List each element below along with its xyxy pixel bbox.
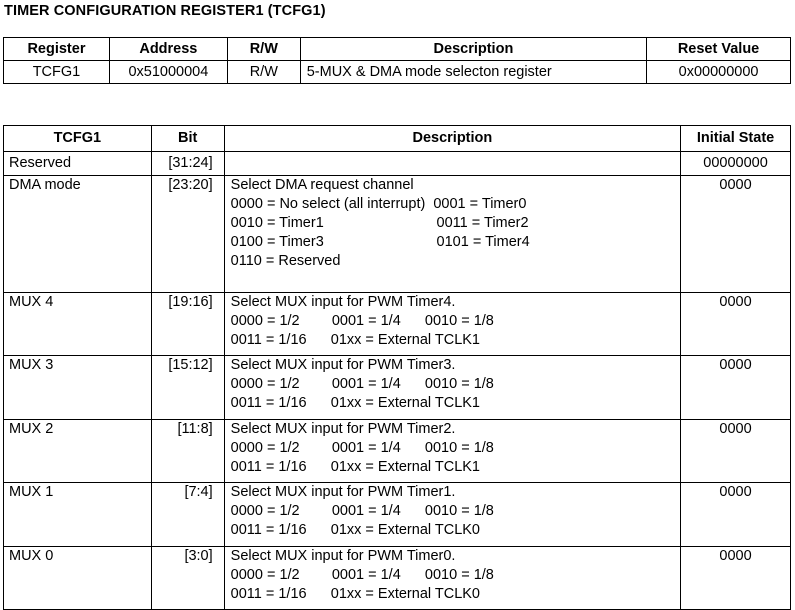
table-row: [4, 61, 791, 84]
table-row: [4, 420, 791, 483]
header-bit: Bit: [151, 126, 224, 152]
table-row: [4, 356, 791, 420]
description-line: 0000 = 1/2 0001 = 1/4 0010 = 1/8: [230, 503, 494, 519]
description-line: 0011 = 1/16 01xx = External TCLK0: [230, 522, 480, 538]
field-name: DMA mode: [4, 176, 152, 293]
table-row: [4, 176, 791, 293]
header-reset-value: Reset Value: [647, 38, 791, 61]
field-bit-range: [23:20]: [151, 176, 224, 293]
description-line: Select DMA request channel: [230, 177, 414, 193]
description-line: 0000 = 1/2 0001 = 1/4 0010 = 1/8: [230, 440, 494, 456]
header-register: Register: [4, 38, 110, 61]
field-initial-state: 00000000: [681, 152, 791, 176]
description-line: 0110 = Reserved: [230, 253, 341, 269]
field-bit-range: [19:16]: [151, 293, 224, 356]
field-name: MUX 3: [4, 356, 152, 420]
description-line: Select MUX input for PWM Timer3.: [230, 357, 456, 373]
header-rw: R/W: [227, 38, 300, 61]
description-line: 0011 = 1/16 01xx = External TCLK0: [230, 586, 480, 602]
cell-address: 0x51000004: [109, 61, 227, 84]
field-initial-state: 0000: [681, 547, 791, 610]
table-row: [4, 152, 791, 176]
table-row: [4, 547, 791, 610]
field-bit-range: [31:24]: [151, 152, 224, 176]
field-name: MUX 1: [4, 483, 152, 547]
field-initial-state: 0000: [681, 293, 791, 356]
bit-field-table: [3, 125, 791, 610]
field-description: [224, 356, 680, 420]
description-line: Select MUX input for PWM Timer0.: [230, 548, 456, 564]
field-description: [224, 152, 680, 176]
register-table: [3, 37, 791, 84]
field-description: [224, 483, 680, 547]
field-name: MUX 2: [4, 420, 152, 483]
description-line: 0100 = Timer3 0101 = Timer4: [230, 234, 530, 250]
cell-register: TCFG1: [4, 61, 110, 84]
description-line: 0000 = 1/2 0001 = 1/4 0010 = 1/8: [230, 313, 494, 329]
cell-rw: R/W: [227, 61, 300, 84]
register-table-header: [4, 38, 791, 61]
description-line: 0010 = Timer1 0011 = Timer2: [230, 215, 529, 231]
field-initial-state: 0000: [681, 176, 791, 293]
description-line: 0011 = 1/16 01xx = External TCLK1: [230, 459, 480, 475]
field-bit-range: [7:4]: [151, 483, 224, 547]
field-name: MUX 4: [4, 293, 152, 356]
cell-description: 5-MUX & DMA mode selecton register: [300, 61, 646, 84]
field-name: MUX 0: [4, 547, 152, 610]
header-field: TCFG1: [4, 126, 152, 152]
field-description: [224, 547, 680, 610]
header-initial-state: Initial State: [681, 126, 791, 152]
description-line: 0000 = No select (all interrupt) 0001 = Timer0: [230, 196, 527, 212]
field-initial-state: 0000: [681, 420, 791, 483]
field-bit-range: [11:8]: [151, 420, 224, 483]
field-description: [224, 420, 680, 483]
field-initial-state: 0000: [681, 356, 791, 420]
header-description: Description: [300, 38, 646, 61]
description-line: Select MUX input for PWM Timer2.: [230, 421, 456, 437]
bit-table-header: [4, 126, 791, 152]
field-initial-state: 0000: [681, 483, 791, 547]
field-description: [224, 293, 680, 356]
description-line: 0011 = 1/16 01xx = External TCLK1: [230, 395, 480, 411]
table-row: [4, 483, 791, 547]
header-description: Description: [224, 126, 680, 152]
table-row: [4, 293, 791, 356]
page-title: TIMER CONFIGURATION REGISTER1 (TCFG1): [4, 3, 326, 19]
field-bit-range: [3:0]: [151, 547, 224, 610]
cell-reset-value: 0x00000000: [647, 61, 791, 84]
description-line: 0011 = 1/16 01xx = External TCLK1: [230, 332, 480, 348]
description-line: Select MUX input for PWM Timer4.: [230, 294, 456, 310]
description-line: 0000 = 1/2 0001 = 1/4 0010 = 1/8: [230, 567, 494, 583]
description-line: 0000 = 1/2 0001 = 1/4 0010 = 1/8: [230, 376, 494, 392]
field-description: [224, 176, 680, 293]
header-address: Address: [109, 38, 227, 61]
field-name: Reserved: [4, 152, 152, 176]
description-line: Select MUX input for PWM Timer1.: [230, 484, 456, 500]
field-bit-range: [15:12]: [151, 356, 224, 420]
